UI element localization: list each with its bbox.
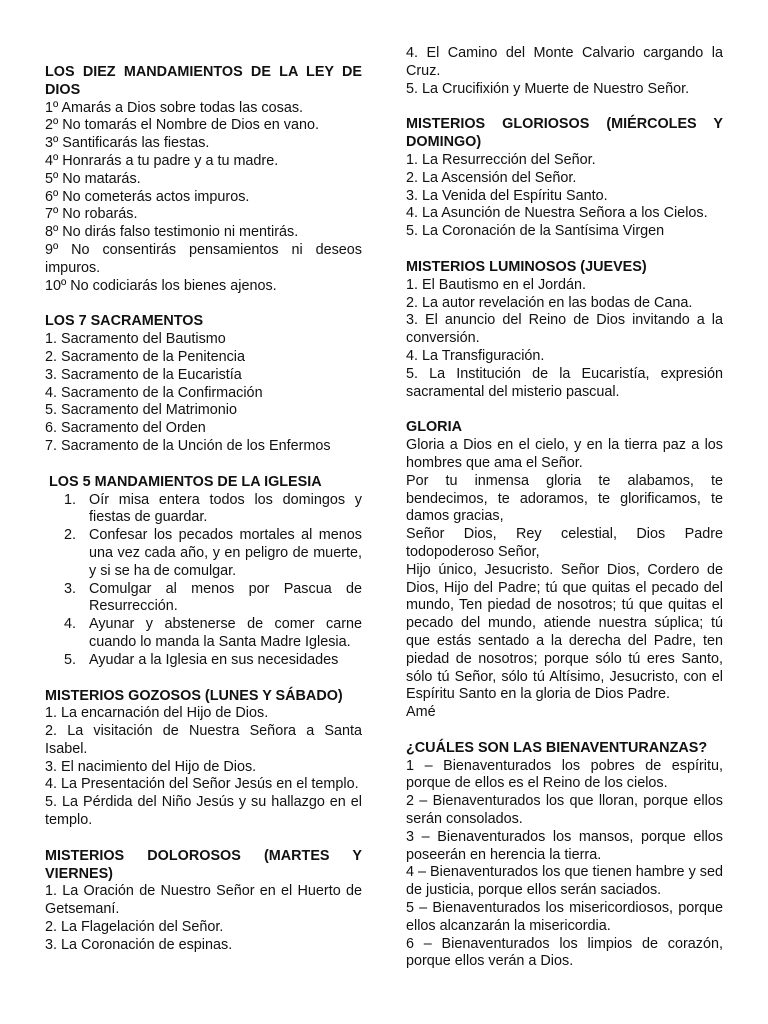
list-item (64, 651, 362, 670)
left-column (45, 64, 362, 973)
list-number: 5. (64, 651, 77, 668)
sacrament-item: 2. Sacramento de la Penitencia (45, 348, 245, 365)
sacrament-item: 6. Sacramento del Orden (45, 420, 206, 437)
church-commandments-section (45, 474, 362, 670)
list-text: Oír misa entera todos los domingos y fiestas de guardar. (89, 491, 362, 526)
commandment-item: 7º No robarás. (45, 206, 138, 223)
commandments-section (45, 64, 362, 295)
mystery-item: 1. La Resurrección del Señor. (406, 151, 596, 168)
beatitude-item: 1 – Bienaventurados los pobres de espíritu, porque de ellos es el Reino de los cielos. (406, 757, 723, 792)
list-text: Ayudar a la Iglesia en sus necesidades (89, 651, 339, 668)
mystery-item: 5. La Crucifixión y Muerte de Nuestro Señor. (406, 80, 690, 97)
commandment-item: 5º No matarás. (45, 170, 141, 187)
sorrowful-mysteries-continued (406, 45, 723, 98)
commandment-item: 2º No tomarás el Nombre de Dios en vano. (45, 117, 320, 134)
list-item (64, 527, 362, 580)
mystery-item: 4. El Camino del Monte Calvario cargando la Cruz. (406, 45, 723, 79)
sacrament-item: 3. Sacramento de la Eucaristía (45, 366, 242, 383)
commandment-item: 3º Santificarás las fiestas. (45, 135, 210, 152)
mystery-item: 1. La Oración de Nuestro Señor en el Huerto de Getsemaní. (45, 883, 362, 918)
gloria-title: GLORIA (406, 419, 462, 436)
list-number: 3. (64, 580, 77, 597)
sorrowful-mysteries-title: MISTERIOS DOLOROSOS (MARTES Y VIERNES) (45, 847, 362, 882)
list-item (64, 616, 362, 652)
sacrament-item: 1. Sacramento del Bautismo (45, 331, 226, 348)
commandment-item: 10º No codiciarás los bienes ajenos. (45, 277, 277, 294)
gloria-section (406, 419, 723, 722)
gloria-paragraph: Por tu inmensa gloria te alabamos, te bendecimos, te adoramos, te glorificamos, te damos gracias, (406, 472, 723, 525)
sacraments-title: LOS 7 SACRAMENTOS (45, 313, 204, 330)
mystery-item: 2. La autor revelación en las bodas de Cana. (406, 294, 693, 311)
glorious-mysteries-section (406, 116, 723, 241)
commandment-item: 6º No cometerás actos impuros. (45, 188, 250, 205)
mystery-item: 2. La Flagelación del Señor. (45, 919, 224, 936)
mystery-item: 4. La Transfiguración. (406, 347, 545, 364)
beatitude-item: 5 – Bienaventurados los misericordiosos, porque ellos alcanzarán la misericordia. (406, 900, 723, 934)
commandments-title: LOS DIEZ MANDAMIENTOS DE LA LEY DE DIOS (45, 64, 362, 98)
list-text: Ayunar y abstenerse de comer carne cuando lo manda la Santa Madre Iglesia. (89, 616, 362, 650)
mystery-item: 1. El Bautismo en el Jordán. (406, 276, 586, 293)
commandment-item: 4º Honrarás a tu padre y a tu madre. (45, 152, 279, 169)
sorrowful-mysteries-section (45, 848, 362, 955)
mystery-item: 3. La Coronación de espinas. (45, 936, 233, 953)
beatitude-item: 2 – Bienaventurados los que lloran, porque ellos serán consolados. (406, 793, 723, 828)
joyful-mysteries-title: MISTERIOS GOZOSOS (LUNES Y SÁBADO) (45, 687, 343, 704)
mystery-item: 5. La Coronación de la Santísima Virgen (406, 223, 665, 240)
mystery-item: 3. El nacimiento del Hijo de Dios. (45, 758, 257, 775)
gloria-paragraph: Señor Dios, Rey celestial, Dios Padre todopoderoso Señor, (406, 526, 723, 560)
mystery-item: 1. La encarnación del Hijo de Dios. (45, 705, 269, 722)
beatitudes-title: ¿CUÁLES SON LAS BIENAVENTURANZAS? (406, 739, 708, 756)
sacrament-item: 5. Sacramento del Matrimonio (45, 402, 237, 419)
beatitude-item: 4 – Bienaventurados los que tienen hambre y sed de justicia, porque ellos serán saciados. (406, 864, 723, 899)
church-commandments-title: LOS 5 MANDAMIENTOS DE LA IGLESIA (49, 473, 322, 490)
beatitude-item: 3 – Bienaventurados los mansos, porque ellos poseerán en herencia la tierra. (406, 828, 723, 863)
mystery-item: 5. La Pérdida del Niño Jesús y su hallazgo en el templo. (45, 794, 362, 829)
list-number: 2. (64, 527, 77, 544)
sacraments-section (45, 313, 362, 455)
list-item (64, 491, 362, 528)
commandment-item: 9º No consentirás pensamientos ni deseos impuros. (45, 241, 362, 276)
list-text: Comulgar al menos por Pascua de Resurrección. (89, 580, 362, 615)
gloria-paragraph: Hijo único, Jesucristo. Señor Dios, Cordero de Dios, Hijo del Padre; tú que quitas el pecado del mundo, Ten piedad de nosotros; tú que quitas el pecado del mundo, atiende nuestra súplica; tú que estás sentado a la derecha del Padre, ten piedad de nosotros; porque sólo tú eres Santo, sólo tú Señor, sólo tú Altísimo, Jesucristo, con el Espíritu Santo en la gloria de Dios Padre. (406, 561, 723, 703)
list-text: Confesar los pecados mortales al menos una vez cada año, y en peligro de muerte, y si se ha de comulgar. (89, 527, 362, 579)
mystery-item: 2. La Ascensión del Señor. (406, 169, 577, 186)
commandment-item: 8º No dirás falso testimonio ni mentirás. (45, 224, 299, 241)
mystery-item: 4. La Asunción de Nuestra Señora a los Cielos. (406, 205, 708, 222)
gloria-paragraph: Gloria a Dios en el cielo, y en la tierra paz a los hombres que ama el Señor. (406, 437, 723, 471)
list-number: 1. (64, 491, 77, 508)
list-item (64, 580, 362, 617)
sacrament-item: 7. Sacramento de la Unción de los Enfermos (45, 437, 331, 454)
church-commandments-list (45, 492, 362, 670)
beatitudes-section (406, 740, 723, 971)
mystery-item: 3. La Venida del Espíritu Santo. (406, 187, 608, 204)
mystery-item: 3. El anuncio del Reino de Dios invitando a la conversión. (406, 312, 723, 347)
sacrament-item: 4. Sacramento de la Confirmación (45, 384, 263, 401)
beatitude-item: 6 – Bienaventurados los limpios de corazón, porque ellos verán a Dios. (406, 935, 723, 970)
commandment-item: 1º Amarás a Dios sobre todas las cosas. (45, 99, 304, 116)
joyful-mysteries-section (45, 688, 362, 830)
right-column (406, 45, 723, 989)
luminous-mysteries-title: MISTERIOS LUMINOSOS (JUEVES) (406, 258, 647, 275)
mystery-item: 4. La Presentación del Señor Jesús en el templo. (45, 776, 359, 793)
glorious-mysteries-title: MISTERIOS GLORIOSOS (MIÉRCOLES Y DOMINGO) (406, 116, 723, 151)
list-number: 4. (64, 616, 77, 633)
mystery-item: 5. La Institución de la Eucaristía, expresión sacramental del misterio pascual. (406, 365, 723, 400)
luminous-mysteries-section (406, 259, 723, 401)
gloria-paragraph: Amé (406, 704, 436, 721)
mystery-item: 2. La visitación de Nuestra Señora a Santa Isabel. (45, 723, 362, 757)
